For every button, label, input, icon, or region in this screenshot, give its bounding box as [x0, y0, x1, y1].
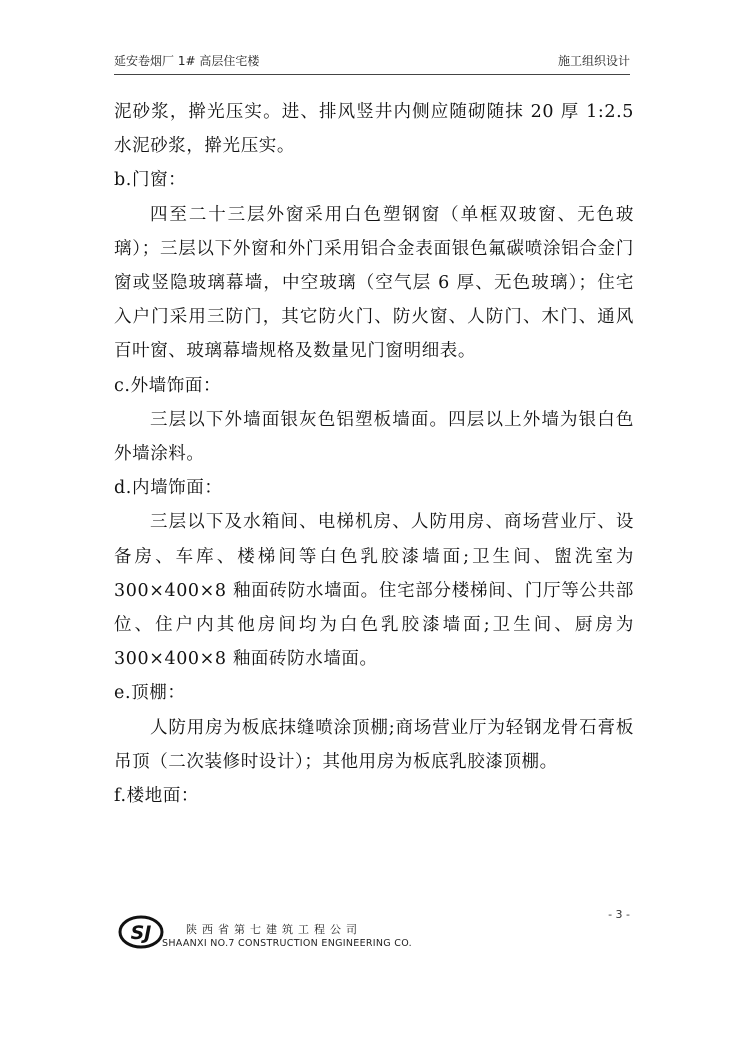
- section-heading-floor: f.楼地面：: [114, 786, 200, 807]
- paragraph-continued: 泥砂浆，擀光压实。进、排风竖井内侧应随砌随抹 20 厚 1:2.5 水泥砂浆，擀光压实。: [114, 102, 634, 157]
- company-name-en: SHAANXI NO.7 CONSTRUCTION ENGINEERING CO.: [162, 938, 412, 949]
- section-heading-ceiling: e.顶棚：: [114, 683, 186, 704]
- paragraph-windows-doors: 四至二十三层外窗采用白色塑钢窗（单框双玻窗、无色玻璃）；三层以下外窗和外门采用铝合金表面银色氟碳喷涂铝合金门窗或竖隐玻璃幕墙，中空玻璃（空气层 6 厚、无色玻璃）；住宅入户门采用三防门，其它防火门、防火窗、人防门、木门、通风百叶窗、玻璃幕墙规格及数量见门窗明细表。: [114, 204, 634, 362]
- document-body: [114, 95, 634, 813]
- section-heading-interior-wall: d.内墙饰面：: [114, 478, 223, 499]
- header-divider: [114, 74, 630, 75]
- page-number: - 3 -: [608, 908, 630, 921]
- paragraph-exterior-wall: 三层以下外墙面银灰色铝塑板墙面。四层以上外墙为银白色外墙涂料。: [114, 409, 634, 465]
- company-name-cn: 陕西省第七建筑工程公司: [186, 923, 362, 936]
- header-doc-type: 施工组织设计: [557, 54, 630, 68]
- company-logo-icon: [118, 914, 164, 950]
- page-header: [114, 52, 630, 72]
- section-heading-windows-doors: b.门窗：: [114, 170, 187, 191]
- paragraph-ceiling: 人防用房为板底抹缝喷涂顶棚;商场营业厅为轻钢龙骨石膏板吊顶（二次装修时设计）；其他用房为板底乳胶漆顶棚。: [114, 717, 634, 772]
- header-project-title: 延安卷烟厂 1# 高层住宅楼: [114, 54, 260, 68]
- logo-letters: SJ: [130, 922, 152, 944]
- paragraph-interior-wall: 三层以下及水箱间、电梯机房、人防用房、商场营业厅、设备房、车库、楼梯间等白色乳胶漆墙面;卫生间、盥洗室为 300×400×8 釉面砖防水墙面。住宅部分楼梯间、门厅等公共部位、住户内其他房间均为白色乳胶漆墙面;卫生间、厨房为 300×400×8 釉面砖防水墙面。: [114, 512, 634, 670]
- section-heading-exterior-wall: c.外墙饰面：: [114, 375, 222, 396]
